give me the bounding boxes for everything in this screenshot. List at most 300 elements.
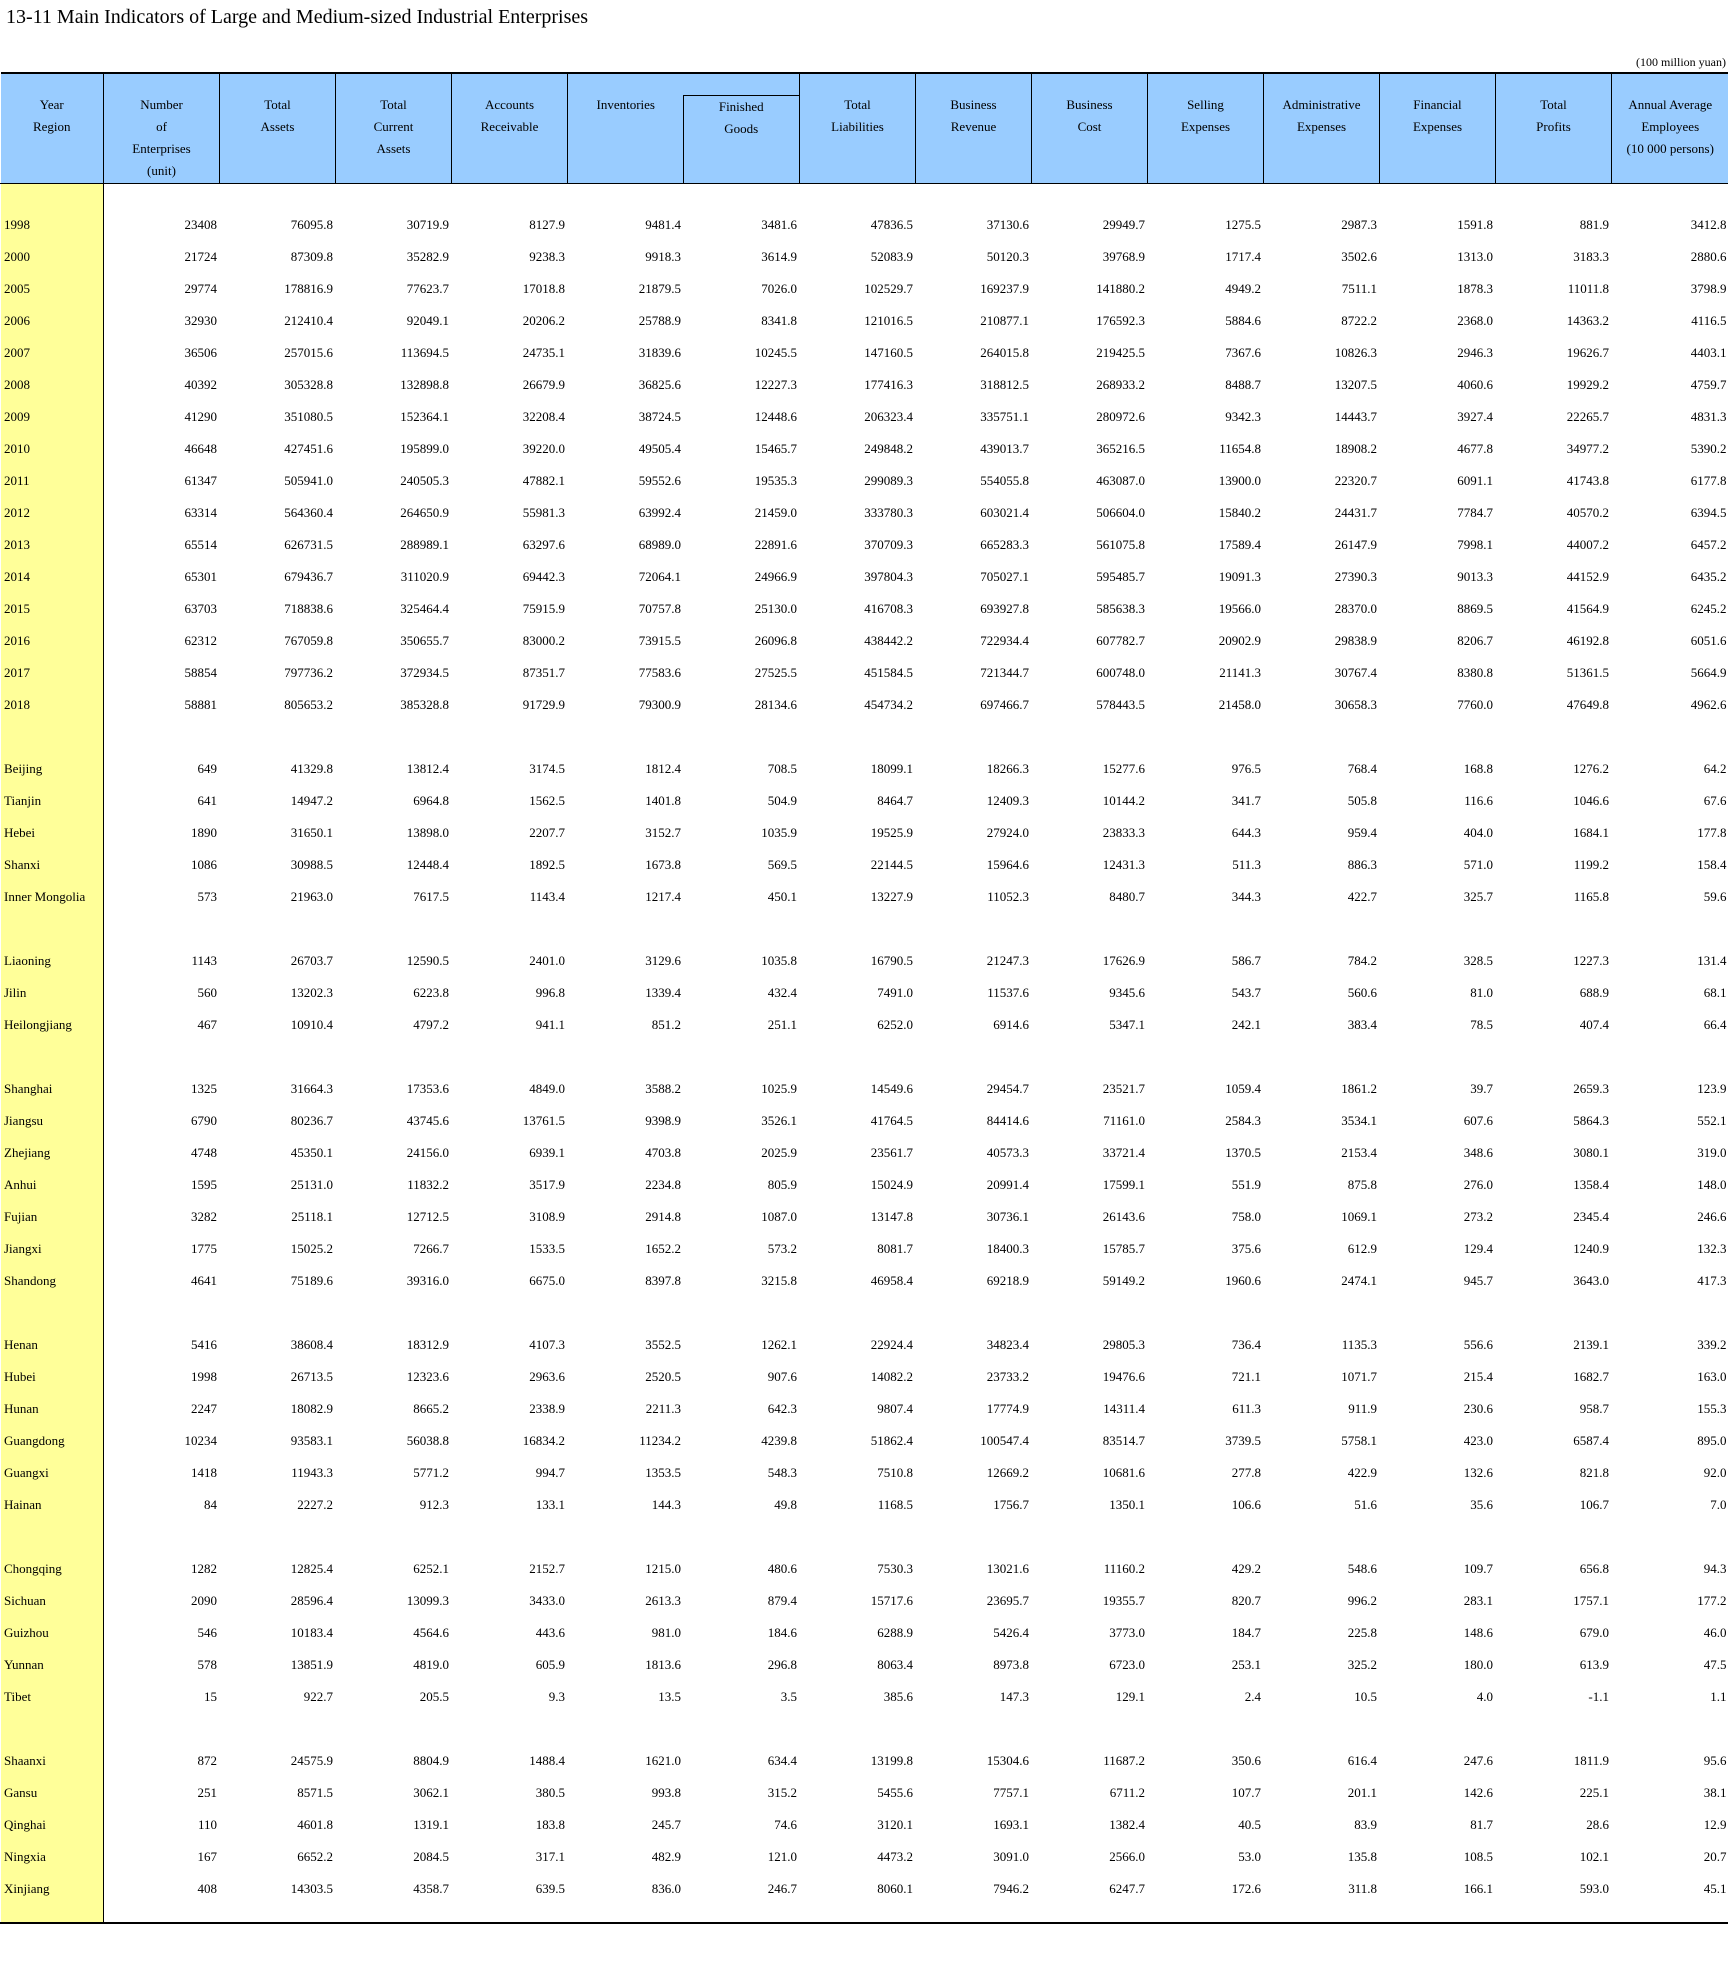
empty-cell	[568, 1521, 684, 1553]
value-cell: 6394.5	[1690, 505, 1727, 520]
value-cell: 6587.4	[1573, 1433, 1609, 1448]
value-cell: 95.6	[1703, 1753, 1727, 1768]
empty-cell	[1148, 1521, 1264, 1553]
value-cell: 13761.5	[522, 1113, 565, 1128]
table-row	[1, 1777, 1728, 1809]
value-cell: 959.4	[1347, 825, 1377, 840]
value-cell: 8380.8	[1457, 665, 1493, 680]
value-cell: 6964.8	[413, 793, 449, 808]
value-cell: 69442.3	[522, 569, 565, 584]
value-cell: 1275.5	[1225, 217, 1261, 232]
empty-cell	[336, 1713, 452, 1745]
value-cell: 1143.4	[529, 889, 565, 904]
value-cell: 318812.5	[980, 377, 1029, 392]
value-cell: 75915.9	[522, 601, 565, 616]
value-cell: 4759.7	[1690, 377, 1727, 392]
value-cell: 417.3	[1697, 1273, 1727, 1288]
value-cell: 296.8	[767, 1657, 797, 1672]
value-cell: 14303.5	[290, 1881, 333, 1896]
empty-cell	[916, 1041, 1032, 1073]
value-cell: 2566.0	[1109, 1849, 1145, 1864]
value-cell: 106.7	[1579, 1497, 1609, 1512]
value-cell: 7491.0	[877, 985, 913, 1000]
value-cell: 8571.5	[297, 1785, 333, 1800]
value-cell: 18082.9	[290, 1401, 333, 1416]
value-cell: 641	[197, 793, 217, 808]
value-cell: 4797.2	[413, 1017, 449, 1032]
value-cell: 9398.9	[645, 1113, 681, 1128]
value-cell: 385.6	[883, 1689, 913, 1704]
empty-cell	[452, 721, 568, 753]
value-cell: 679.0	[1579, 1625, 1609, 1640]
value-cell: 41290	[184, 409, 217, 424]
value-cell: 351080.5	[284, 409, 333, 424]
empty-cell	[1380, 1297, 1496, 1329]
value-cell: 84414.6	[986, 1113, 1029, 1128]
table-row	[1, 1457, 1728, 1489]
value-cell: 17353.6	[406, 1081, 449, 1096]
value-cell: 1382.4	[1109, 1817, 1145, 1832]
header-revenue	[916, 73, 1032, 184]
header-line: Administrative	[1282, 97, 1361, 112]
value-cell: 35282.9	[406, 249, 449, 264]
value-cell: 27924.0	[986, 825, 1029, 840]
value-cell: 7026.0	[761, 281, 797, 296]
value-cell: 12323.6	[406, 1369, 449, 1384]
value-cell: 3481.6	[761, 217, 797, 232]
value-cell: 2207.7	[529, 825, 565, 840]
value-cell: 14549.6	[870, 1081, 913, 1096]
value-cell: 4.0	[1476, 1689, 1493, 1704]
value-cell: 1.1	[1710, 1689, 1727, 1704]
value-cell: 13021.6	[986, 1561, 1029, 1576]
empty-cell	[1032, 1521, 1148, 1553]
value-cell: 1652.2	[645, 1241, 681, 1256]
value-cell: 17018.8	[522, 281, 565, 296]
table-row	[1, 1105, 1728, 1137]
value-cell: 611.3	[1232, 1401, 1261, 1416]
value-cell: 385328.8	[400, 697, 449, 712]
empty-cell	[800, 1297, 916, 1329]
value-cell: 4849.0	[529, 1081, 565, 1096]
value-cell: 993.8	[651, 1785, 681, 1800]
value-cell: 70757.8	[638, 601, 681, 616]
value-cell: 375.6	[1231, 1241, 1261, 1256]
empty-cell	[104, 1521, 220, 1553]
empty-cell	[1612, 913, 1728, 945]
value-cell: 107.7	[1231, 1785, 1261, 1800]
empty-cell	[1380, 1521, 1496, 1553]
empty-cell	[1496, 1041, 1612, 1073]
value-cell: 1165.8	[1573, 889, 1609, 904]
value-cell: 718838.6	[284, 601, 333, 616]
value-cell: 1046.6	[1573, 793, 1609, 808]
row-label: 2005	[1, 273, 104, 305]
value-cell: 679436.7	[284, 569, 333, 584]
value-cell: 439013.7	[980, 441, 1029, 456]
value-cell: 277.8	[1231, 1465, 1261, 1480]
value-cell: 273.2	[1463, 1209, 1493, 1224]
value-cell: 1591.8	[1457, 217, 1493, 232]
value-cell: 311020.9	[400, 569, 449, 584]
row-label: Shanxi	[1, 849, 104, 881]
value-cell: 71161.0	[1103, 1113, 1145, 1128]
table-row	[1, 1361, 1728, 1393]
header-line: Goods	[724, 121, 759, 136]
value-cell: 1035.8	[761, 953, 797, 968]
label-cell	[1, 721, 104, 753]
empty-cell	[800, 1713, 916, 1745]
value-cell: 13207.5	[1334, 377, 1377, 392]
empty-cell	[1032, 721, 1148, 753]
value-cell: 578443.5	[1096, 697, 1145, 712]
value-cell: 176592.3	[1096, 313, 1145, 328]
value-cell: 1370.5	[1225, 1145, 1261, 1160]
empty-cell	[1380, 1041, 1496, 1073]
value-cell: 578	[197, 1657, 217, 1672]
value-cell: 603021.4	[980, 505, 1029, 520]
row-label: Hebei	[1, 817, 104, 849]
value-cell: 22265.7	[1566, 409, 1609, 424]
value-cell: 4239.8	[761, 1433, 797, 1448]
value-cell: 184.7	[1231, 1625, 1261, 1640]
row-label: Guizhou	[1, 1617, 104, 1649]
value-cell: 172.6	[1231, 1881, 1261, 1896]
value-cell: 879.4	[767, 1593, 797, 1608]
value-cell: 1533.5	[529, 1241, 565, 1256]
value-cell: 3927.4	[1457, 409, 1493, 424]
value-cell: 1240.9	[1573, 1241, 1609, 1256]
value-cell: 2084.5	[413, 1849, 449, 1864]
value-cell: 1998	[191, 1369, 217, 1384]
value-cell: 251.1	[767, 1017, 797, 1032]
value-cell: 12448.6	[754, 409, 797, 424]
value-cell: 77623.7	[406, 281, 449, 296]
value-cell: 1319.1	[413, 1817, 449, 1832]
value-cell: 73915.5	[638, 633, 681, 648]
value-cell: 335751.1	[980, 409, 1029, 424]
value-cell: 4703.8	[645, 1145, 681, 1160]
value-cell: 87309.8	[290, 249, 333, 264]
header-admin	[1264, 73, 1380, 184]
value-cell: 19525.9	[870, 825, 913, 840]
value-cell: 1282	[191, 1561, 217, 1576]
value-cell: 25118.1	[291, 1209, 333, 1224]
value-cell: 626731.5	[284, 537, 333, 552]
value-cell: 1960.6	[1225, 1273, 1261, 1288]
value-cell: 28596.4	[290, 1593, 333, 1608]
value-cell: 13898.0	[406, 825, 449, 840]
value-cell: 148.0	[1697, 1177, 1727, 1192]
value-cell: 47882.1	[522, 473, 565, 488]
value-cell: 20902.9	[1218, 633, 1261, 648]
row-label: 2017	[1, 657, 104, 689]
value-cell: 851.2	[651, 1017, 681, 1032]
value-cell: 397804.3	[864, 569, 913, 584]
value-cell: 370709.3	[864, 537, 913, 552]
value-cell: 784.2	[1347, 953, 1377, 968]
value-cell: 31839.6	[638, 345, 681, 360]
value-cell: 2211.3	[645, 1401, 681, 1416]
value-cell: 3.5	[780, 1689, 797, 1704]
value-cell: 350655.7	[400, 633, 449, 648]
empty-cell	[1496, 913, 1612, 945]
header-line: Expenses	[1412, 119, 1463, 134]
value-cell: 83.9	[1354, 1817, 1377, 1832]
value-cell: 16790.5	[870, 953, 913, 968]
value-cell: 5884.6	[1225, 313, 1261, 328]
header-current-assets	[336, 73, 452, 184]
row-label: 2014	[1, 561, 104, 593]
row-label: Hunan	[1, 1393, 104, 1425]
empty-cell	[104, 721, 220, 753]
value-cell: 1418	[191, 1465, 217, 1480]
table-row	[1, 209, 1728, 241]
value-cell: 41329.8	[290, 761, 333, 776]
empty-cell	[1148, 1713, 1264, 1745]
value-cell: 47649.8	[1566, 697, 1609, 712]
value-cell: 12825.4	[290, 1561, 333, 1576]
row-label: Chongqing	[1, 1553, 104, 1585]
empty-cell	[452, 1041, 568, 1073]
empty-cell	[1148, 721, 1264, 753]
row-label: Heilongjiang	[1, 1009, 104, 1041]
label-cell	[1, 1041, 104, 1073]
value-cell: 4564.6	[413, 1625, 449, 1640]
value-cell: 607782.7	[1096, 633, 1145, 648]
value-cell: 9345.6	[1109, 985, 1145, 1000]
value-cell: 5426.4	[993, 1625, 1029, 1640]
value-cell: 106.6	[1231, 1497, 1261, 1512]
table-row	[1, 1841, 1728, 1873]
value-cell: 548.6	[1347, 1561, 1377, 1576]
table-row	[1, 401, 1728, 433]
value-cell: 8464.7	[877, 793, 913, 808]
table-row	[1, 369, 1728, 401]
value-cell: 25788.9	[638, 313, 681, 328]
value-cell: 20991.4	[986, 1177, 1029, 1192]
value-cell: 26096.8	[754, 633, 797, 648]
empty-cell	[684, 1297, 800, 1329]
label-cell	[1, 1521, 104, 1553]
spacer-row	[1, 1521, 1728, 1553]
header-cost	[1032, 73, 1148, 184]
row-label: 2006	[1, 305, 104, 337]
value-cell: 3282	[191, 1209, 217, 1224]
spacer-row	[1, 1041, 1728, 1073]
value-cell: 264015.8	[980, 345, 1029, 360]
value-cell: 131.4	[1697, 953, 1727, 968]
value-cell: 26143.6	[1102, 1209, 1145, 1224]
value-cell: 68.1	[1703, 985, 1727, 1000]
value-cell: 2474.1	[1341, 1273, 1377, 1288]
value-cell: 58854	[184, 665, 217, 680]
value-cell: 63297.6	[522, 537, 565, 552]
value-cell: 3215.8	[761, 1273, 797, 1288]
value-cell: 44007.2	[1566, 537, 1609, 552]
value-cell: 21247.3	[986, 953, 1029, 968]
table-row	[1, 1233, 1728, 1265]
empty-cell	[684, 1521, 800, 1553]
empty-cell	[1148, 184, 1264, 210]
value-cell: 573	[197, 889, 217, 904]
value-cell: 15277.6	[1102, 761, 1145, 776]
value-cell: 3129.6	[645, 953, 681, 968]
empty-cell	[220, 184, 336, 210]
value-cell: 821.8	[1579, 1465, 1609, 1480]
value-cell: 29774	[184, 281, 217, 296]
value-cell: 585638.3	[1096, 601, 1145, 616]
value-cell: 28.6	[1586, 1817, 1609, 1832]
value-cell: 46648	[184, 441, 217, 456]
value-cell: 554055.8	[980, 473, 1029, 488]
value-cell: 8060.1	[877, 1881, 913, 1896]
header-finished-goods	[684, 73, 800, 184]
value-cell: 246.6	[1697, 1209, 1727, 1224]
value-cell: 922.7	[303, 1689, 333, 1704]
table-row	[1, 785, 1728, 817]
empty-cell	[104, 1713, 220, 1745]
value-cell: 177416.3	[864, 377, 913, 392]
empty-cell	[800, 1521, 916, 1553]
value-cell: 11052.3	[987, 889, 1029, 904]
value-cell: 93583.1	[290, 1433, 333, 1448]
value-cell: 945.7	[1463, 1273, 1493, 1288]
value-cell: 1086	[191, 857, 217, 872]
value-cell: 30988.5	[290, 857, 333, 872]
value-cell: 1717.4	[1225, 249, 1261, 264]
value-cell: 11832.2	[407, 1177, 449, 1192]
value-cell: 177.8	[1697, 825, 1727, 840]
value-cell: 976.5	[1231, 761, 1261, 776]
value-cell: 407.4	[1579, 1017, 1609, 1032]
value-cell: 595485.7	[1096, 569, 1145, 584]
value-cell: 315.2	[767, 1785, 797, 1800]
empty-cell	[1148, 1297, 1264, 1329]
value-cell: 58881	[184, 697, 217, 712]
empty-cell	[336, 1905, 452, 1923]
value-cell: 65514	[184, 537, 217, 552]
empty-cell	[452, 1521, 568, 1553]
empty-cell	[1612, 184, 1728, 210]
value-cell: 6939.1	[529, 1145, 565, 1160]
value-cell: 3517.9	[529, 1177, 565, 1192]
value-cell: 571.0	[1463, 857, 1493, 872]
value-cell: 505941.0	[284, 473, 333, 488]
value-cell: 1143	[191, 953, 217, 968]
label-cell	[1, 1713, 104, 1745]
value-cell: 8488.7	[1225, 377, 1261, 392]
header-line: Number	[140, 97, 183, 112]
empty-cell	[1264, 721, 1380, 753]
value-cell: 21458.0	[1218, 697, 1261, 712]
value-cell: 736.4	[1231, 1337, 1261, 1352]
value-cell: 245.7	[651, 1817, 681, 1832]
row-label: 2000	[1, 241, 104, 273]
empty-cell	[1496, 721, 1612, 753]
value-cell: 4403.1	[1690, 345, 1727, 360]
value-cell: 15	[204, 1689, 217, 1704]
value-cell: 548.3	[767, 1465, 797, 1480]
value-cell: 38724.5	[638, 409, 681, 424]
value-cell: 2090	[191, 1593, 217, 1608]
table-row	[1, 305, 1728, 337]
header-selling	[1148, 73, 1264, 184]
value-cell: 11011.8	[1567, 281, 1609, 296]
header-line: Expenses	[1296, 119, 1347, 134]
value-cell: 569.5	[767, 857, 797, 872]
value-cell: 158.4	[1697, 857, 1727, 872]
value-cell: 129.4	[1463, 1241, 1493, 1256]
empty-cell	[800, 721, 916, 753]
value-cell: 8397.8	[645, 1273, 681, 1288]
value-cell: 15025.2	[290, 1241, 333, 1256]
row-label: Qinghai	[1, 1809, 104, 1841]
empty-cell	[1032, 1905, 1148, 1923]
indicator-table-container	[0, 72, 1728, 1924]
row-label: Guangdong	[1, 1425, 104, 1457]
value-cell: 39220.0	[522, 441, 565, 456]
value-cell: 3412.8	[1690, 217, 1727, 232]
header-line: Financial	[1413, 97, 1462, 112]
value-cell: 1756.7	[993, 1497, 1029, 1512]
value-cell: 333780.3	[864, 505, 913, 520]
value-cell: 820.7	[1231, 1593, 1261, 1608]
value-cell: 649	[197, 761, 217, 776]
row-label: Guangxi	[1, 1457, 104, 1489]
value-cell: 268933.2	[1096, 377, 1145, 392]
row-label: Yunnan	[1, 1649, 104, 1681]
value-cell: 404.0	[1463, 825, 1493, 840]
value-cell: 45350.1	[290, 1145, 333, 1160]
header-total-assets	[220, 73, 336, 184]
value-cell: 166.1	[1463, 1881, 1493, 1896]
value-cell: 5771.2	[413, 1465, 449, 1480]
row-label: Shaanxi	[1, 1745, 104, 1777]
value-cell: 1199.2	[1573, 857, 1609, 872]
table-row	[1, 689, 1728, 721]
value-cell: 167	[197, 1849, 217, 1864]
value-cell: 348.6	[1463, 1145, 1493, 1160]
value-cell: 26713.5	[290, 1369, 333, 1384]
empty-cell	[916, 1297, 1032, 1329]
value-cell: 708.5	[767, 761, 797, 776]
table-row	[1, 849, 1728, 881]
value-cell: 26679.9	[522, 377, 565, 392]
value-cell: 1339.4	[645, 985, 681, 1000]
value-cell: 240505.3	[400, 473, 449, 488]
value-cell: 36506	[184, 345, 217, 360]
value-cell: 28370.0	[1334, 601, 1377, 616]
empty-cell	[1148, 913, 1264, 945]
value-cell: 212410.4	[284, 313, 333, 328]
value-cell: 429.2	[1231, 1561, 1261, 1576]
value-cell: 100547.4	[980, 1433, 1029, 1448]
value-cell: 2368.0	[1457, 313, 1493, 328]
value-cell: 8665.2	[413, 1401, 449, 1416]
value-cell: 68989.0	[638, 537, 681, 552]
value-cell: 505.8	[1347, 793, 1377, 808]
value-cell: 7367.6	[1225, 345, 1261, 360]
value-cell: 2987.3	[1341, 217, 1377, 232]
value-cell: 339.2	[1697, 1337, 1727, 1352]
value-cell: 23733.2	[986, 1369, 1029, 1384]
label-cell	[1, 184, 104, 210]
value-cell: 941.1	[535, 1017, 565, 1032]
value-cell: 23833.3	[1102, 825, 1145, 840]
value-cell: 10681.6	[1102, 1465, 1145, 1480]
value-cell: 15465.7	[754, 441, 797, 456]
